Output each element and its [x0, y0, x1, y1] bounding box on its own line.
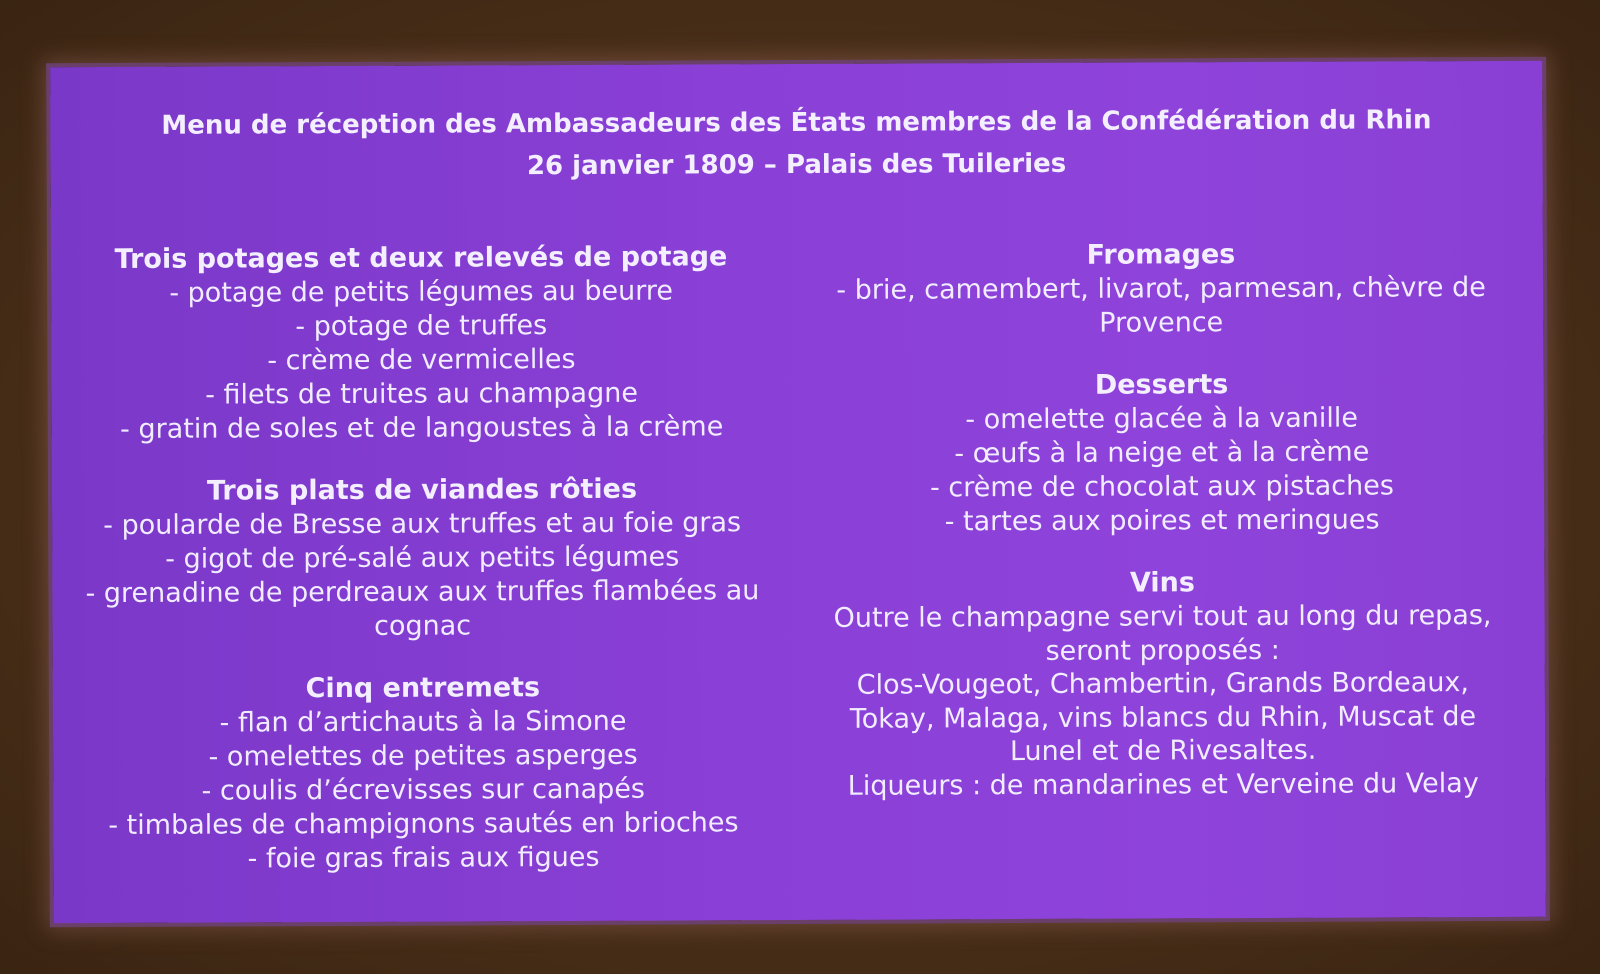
section-entremets — [63, 670, 784, 877]
section-heading: Fromages — [1086, 239, 1236, 271]
menu-item: - filets de truites au champagne — [205, 377, 639, 411]
menu-item: - potage de truffes — [295, 310, 548, 343]
section-heading: Desserts — [1094, 369, 1229, 401]
liqueurs-line: Liqueurs : de mandarines et Verveine du Velay — [847, 767, 1479, 802]
section-potages — [61, 240, 782, 447]
menu-item: - crème de chocolat aux pistaches — [929, 470, 1394, 504]
wine-note-line: Clos-Vougeot, Chambertin, Grands Bordeaux, — [856, 667, 1470, 701]
menu-item: - flan d’artichauts à la Simone — [219, 705, 627, 739]
projected-slide — [50, 61, 1546, 924]
section-heading: Vins — [1129, 567, 1195, 599]
left-column — [61, 240, 784, 905]
wine-note-line: Tokay, Malaga, vins blancs du Rhin, Muscat de — [849, 700, 1477, 735]
menu-item: Provence — [1099, 307, 1224, 339]
menu-item: - œufs à la neige et à la crème — [954, 436, 1370, 470]
wine-note-line: Outre le champagne servi tout au long du repas, — [833, 599, 1492, 634]
menu-item: - timbales de champignons sautés en brioches — [108, 807, 739, 842]
section-desserts — [801, 367, 1522, 540]
menu-title — [50, 99, 1542, 190]
menu-item: - brie, camembert, livarot, parmesan, chèvre de — [836, 271, 1486, 306]
menu-item: - grenadine de perdreaux aux truffes flambées au — [85, 575, 760, 610]
section-heading: Trois potages et deux relevés de potage — [114, 241, 728, 275]
menu-item: - coulis d’écrevisses sur canapés — [201, 773, 646, 807]
menu-item: - foie gras frais aux figues — [247, 841, 600, 875]
menu-item: - tartes aux poires et meringues — [944, 504, 1380, 538]
right-column — [801, 237, 1524, 831]
wine-note-line: seront proposés : — [1045, 634, 1280, 667]
menu-item: - gigot de pré-salé aux petits légumes — [165, 541, 680, 575]
section-vins — [802, 565, 1523, 803]
wine-note-line: Lunel et de Rivesaltes. — [1009, 734, 1317, 768]
menu-item: - omelettes de petites asperges — [208, 739, 638, 773]
section-viandes — [62, 472, 783, 645]
menu-title-line-2: 26 janvier 1809 – Palais des Tuileries — [526, 148, 1067, 182]
menu-title-line-1: Menu de réception des Ambassadeurs des États membres de la Confédération du Rhin — [161, 105, 1432, 141]
menu-item: - omelette glacée à la vanille — [965, 402, 1359, 436]
section-fromages — [801, 237, 1521, 342]
menu-item: - poularde de Bresse aux truffes et au foie gras — [103, 507, 742, 542]
section-heading: Trois plats de viandes rôties — [206, 473, 638, 507]
menu-item: cognac — [373, 610, 472, 642]
menu-item: - potage de petits légumes au beurre — [169, 275, 674, 309]
section-heading: Cinq entremets — [305, 672, 541, 705]
menu-item: - crème de vermicelles — [267, 343, 576, 377]
menu-item: - gratin de soles et de langoustes à la crème — [120, 411, 724, 445]
